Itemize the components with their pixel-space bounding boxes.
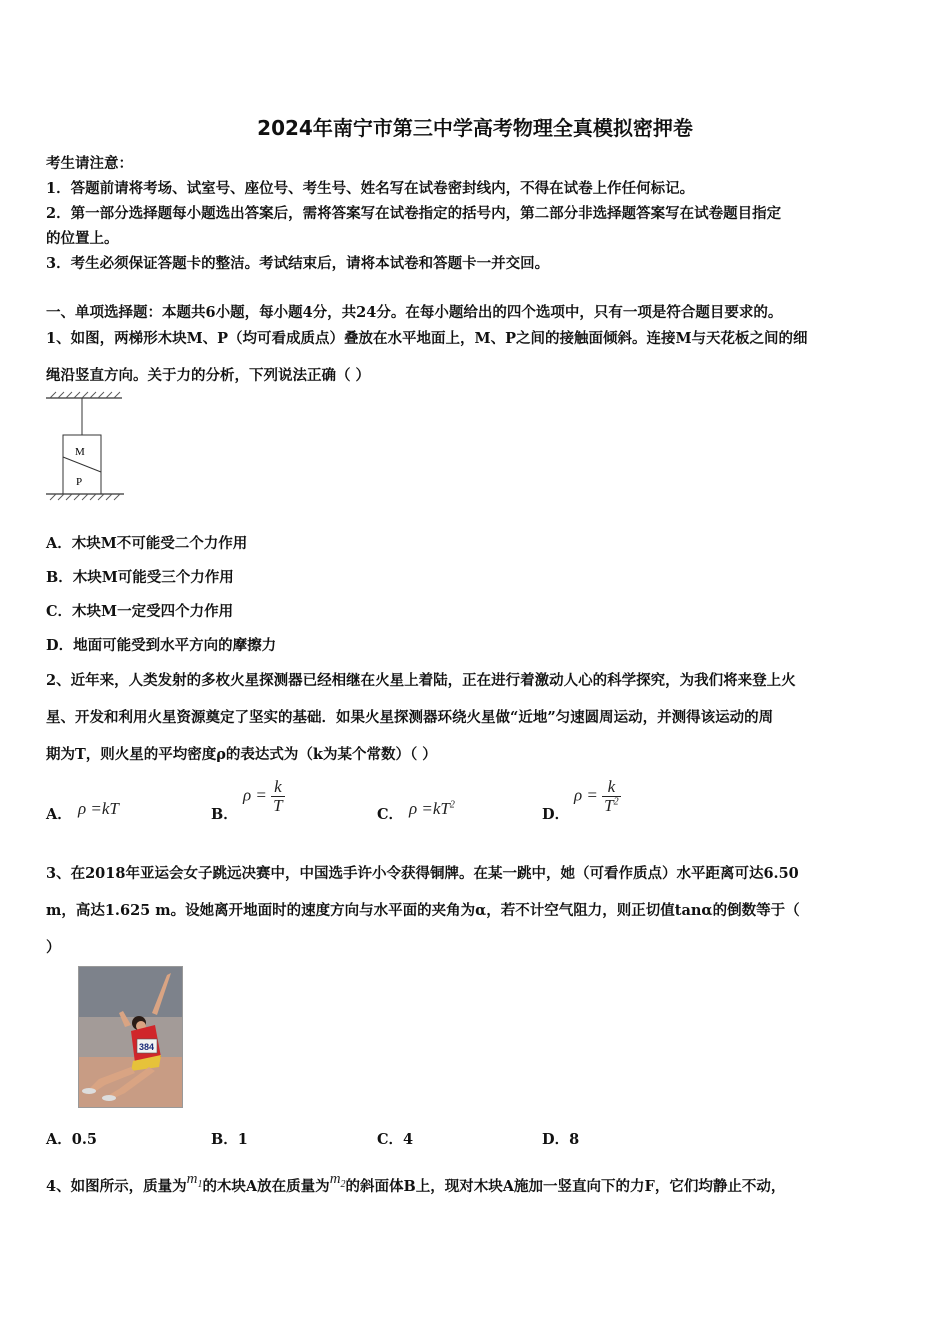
question-4-part2: 的木块A放在质量为 [202, 1178, 330, 1195]
question-3-option-d: D．8 [542, 1131, 580, 1148]
denominator: T [273, 795, 283, 815]
notice-item: 的位置上。 [46, 230, 119, 247]
question-4-part1: 4、如图所示，质量为 [46, 1178, 187, 1195]
fraction [602, 778, 620, 815]
question-1-option-a: A．木块M不可能受二个力作用 [46, 535, 248, 552]
question-1-text: 绳沿竖直方向。关于力的分析，下列说法正确（ ） [46, 367, 371, 384]
question-3-text: m，高达1.625 m。设她离开地面时的速度方向与水平面的夹角为α，若不计空气阻力，则正切值tanα的倒数等于（ [46, 902, 800, 919]
notice-item: 3．考生必须保证答题卡的整洁。考试结束后，请将本试卷和答题卡一并交回。 [46, 255, 550, 272]
question-3-option-b: B．1 [211, 1131, 248, 1148]
denominator-base: T [604, 795, 614, 815]
option-label: C． [377, 806, 404, 823]
numerator: k [602, 778, 620, 797]
section-heading: 一、单项选择题：本题共6小题，每小题4分，共24分。在每小题给出的四个选项中，只有一项是符合题目要求的。 [46, 304, 783, 321]
option-label: B． [211, 806, 238, 823]
exponent: 2 [449, 799, 455, 811]
question-2-text: 2、近年来，人类发射的多枚火星探测器已经相继在火星上着陆，正在进行着激动人心的科学探究，为我们将来登上火 [46, 672, 796, 689]
label-m: M [75, 446, 85, 458]
formula-b [243, 778, 285, 815]
formula-a: ρ =kT [78, 799, 119, 818]
question-2-text: 期为T，则火星的平均密度ρ的表达式为（k为某个常数）（ ） [46, 746, 437, 763]
question-3-option-a: A．0.5 [46, 1131, 97, 1148]
question-1-option-b: B．木块M可能受三个力作用 [46, 569, 234, 586]
question-4-part3: 的斜面体B上，现对木块A施加一竖直向下的力F，它们均静止不动， [345, 1178, 786, 1195]
question-1-option-d: D．地面可能受到水平方向的摩擦力 [46, 637, 277, 654]
athlete-illustration [79, 967, 182, 1107]
long-jump-photo [78, 966, 183, 1108]
mass-subscript: 2 [340, 1179, 346, 1190]
fraction [271, 778, 284, 815]
notice-item: 1．答题前请将考场、试室号、座位号、考生号、姓名写在试卷密封线内，不得在试卷上作任何标记。 [46, 180, 695, 197]
exponent: 2 [613, 796, 619, 808]
mass-subscript: 1 [197, 1179, 203, 1190]
page-title: 2024年南宁市第三中学高考物理全真模拟密押卷 [257, 116, 693, 140]
block-diagram [40, 390, 132, 508]
formula-c [409, 799, 455, 819]
question-3-text: ） [46, 939, 61, 956]
denominator [602, 797, 620, 815]
formula-d [574, 778, 621, 815]
formula-d-lhs: ρ = [574, 785, 598, 805]
question-1-text: 1、如图，两梯形木块M、P（均可看成质点）叠放在水平地面上，M、P之间的接触面倾斜。连接M与天花板之间的细 [46, 330, 808, 347]
notice-item: 2．第一部分选择题每小题选出答案后，需将答案写在试卷指定的括号内，第二部分非选择题答案写在试卷题目指定 [46, 205, 782, 222]
notice-heading: 考生请注意： [46, 155, 133, 172]
option-label: A． [46, 806, 72, 823]
question-2-text: 星、开发和利用火星资源奠定了坚实的基础．如果火星探测器环绕火星做“近地”匀速圆周运动，并测得该运动的周 [46, 709, 774, 726]
mass-symbol: m [186, 1171, 198, 1187]
mass-m2 [329, 1171, 346, 1190]
formula-b-lhs: ρ = [243, 785, 267, 805]
label-p: P [76, 476, 83, 488]
option-label: D． [542, 806, 570, 823]
question-3-option-c: C．4 [377, 1131, 414, 1148]
mass-symbol: m [329, 1171, 341, 1187]
numerator: k [271, 778, 284, 797]
question-1-option-c: C．木块M一定受四个力作用 [46, 603, 234, 620]
bib-number: 384 [139, 1042, 155, 1052]
formula-c-body: ρ =kT [409, 799, 450, 818]
question-4-text [46, 1171, 786, 1198]
question-3-text: 3、在2018年亚运会女子跳远决赛中，中国选手许小令获得铜牌。在某一跳中，她（可看作质点）水平距离可达6.50 [46, 865, 799, 882]
mass-m1 [186, 1171, 203, 1190]
